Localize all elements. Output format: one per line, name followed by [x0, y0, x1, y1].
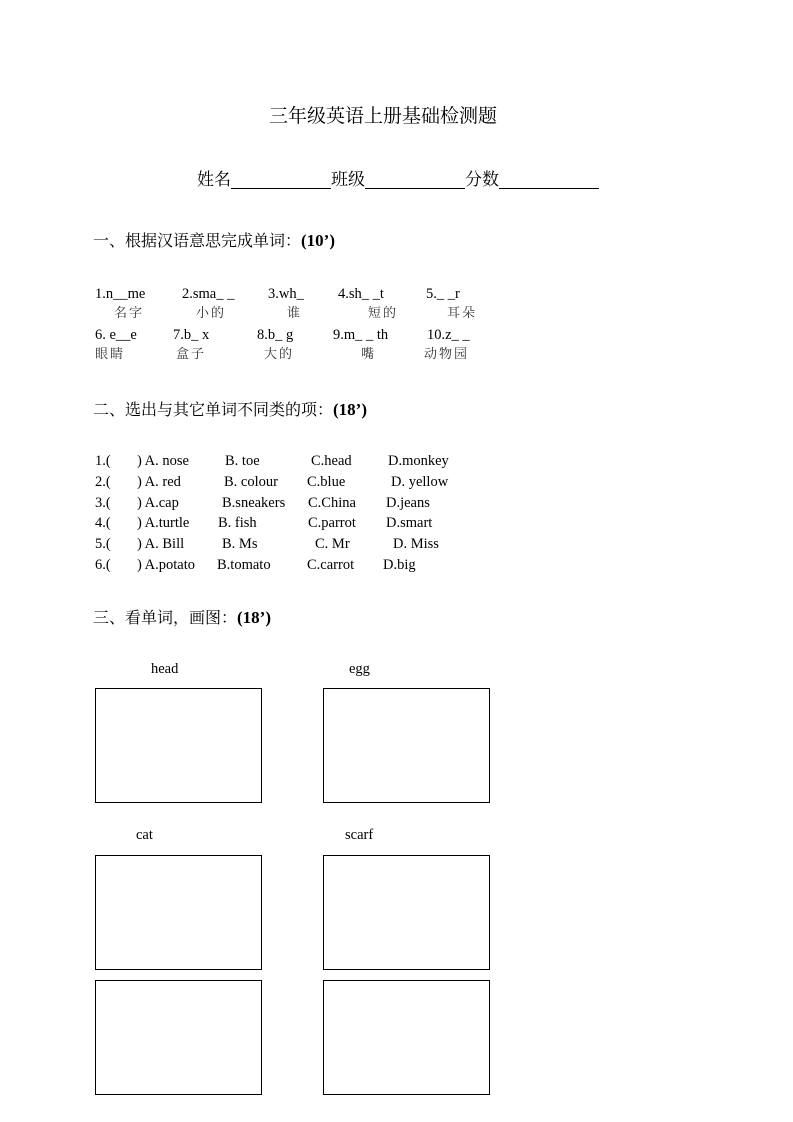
question-number[interactable]: 5.( — [95, 536, 111, 553]
section-1-points: (10’) — [301, 231, 335, 250]
option-a: ) A.turtle — [137, 515, 190, 532]
word-item: 5._ _r — [426, 286, 460, 302]
draw-word-label: head — [151, 661, 179, 677]
drawing-box[interactable] — [95, 980, 262, 1095]
word-hint: 耳朵 — [447, 306, 478, 321]
question-number[interactable]: 2.( — [95, 473, 111, 490]
question-number[interactable]: 6.( — [95, 557, 111, 573]
word-item: 9.m_ _ th — [333, 327, 389, 343]
option-c: C. Mr — [315, 536, 350, 553]
drawing-box[interactable] — [323, 855, 490, 970]
option-c: C.China — [308, 494, 356, 511]
question-number[interactable]: 1.( — [95, 453, 111, 469]
word-hint: 短的 — [368, 306, 399, 321]
name-blank[interactable] — [231, 170, 331, 189]
option-c: C.parrot — [308, 515, 356, 532]
option-d: D.monkey — [388, 453, 449, 469]
draw-word-label: cat — [136, 827, 153, 843]
option-a: ) A. nose — [137, 453, 189, 469]
option-d: D.big — [383, 557, 416, 573]
question-number[interactable]: 4.( — [95, 515, 111, 532]
word-item: 3.wh_ — [268, 286, 304, 302]
section-2-title: 二、选出与其它单词不同类的项： — [93, 400, 334, 419]
option-c: C.carrot — [307, 557, 355, 573]
option-a: ) A. Bill — [137, 536, 185, 553]
drawing-box[interactable] — [323, 688, 490, 803]
section-3-points: (18’) — [237, 608, 271, 627]
word-hint: 动物园 — [424, 347, 470, 362]
drawing-box[interactable] — [95, 688, 262, 803]
section-3-title: 三、看单词，画图： — [93, 608, 238, 627]
score-blank[interactable] — [499, 170, 599, 189]
drawing-box[interactable] — [323, 980, 490, 1095]
option-b: B. colour — [224, 473, 278, 490]
draw-word-label: scarf — [345, 827, 374, 843]
option-c: C.head — [311, 453, 352, 469]
word-hint: 名字 — [114, 306, 145, 321]
word-item: 6. e__e — [95, 327, 137, 343]
option-b: B.sneakers — [222, 494, 286, 511]
section-3-heading — [93, 609, 271, 626]
word-item: 2.sma_ _ — [182, 286, 235, 302]
option-b: B.tomato — [217, 557, 271, 573]
option-b: B. Ms — [222, 536, 258, 553]
word-item: 10.z_ _ — [427, 327, 470, 343]
word-hint: 大的 — [264, 347, 295, 362]
option-d: D.jeans — [386, 494, 430, 511]
drawing-box[interactable] — [95, 855, 262, 970]
option-c: C.blue — [307, 473, 346, 490]
option-a: ) A. red — [137, 473, 181, 490]
student-info-line — [197, 170, 599, 189]
option-b: B. toe — [225, 453, 260, 469]
option-d: D.smart — [386, 515, 433, 532]
word-hint: 小的 — [196, 306, 227, 321]
option-d: D. yellow — [391, 473, 449, 490]
question-number[interactable]: 3.( — [95, 494, 111, 511]
score-label: 分数 — [465, 170, 499, 190]
section-2-points: (18’) — [333, 400, 367, 419]
word-item: 8.b_ g — [257, 327, 294, 343]
word-hint: 嘴 — [361, 347, 377, 362]
word-hint: 谁 — [287, 306, 303, 321]
class-blank[interactable] — [365, 170, 465, 189]
section-2-heading — [93, 401, 367, 418]
section-1-title: 一、根据汉语意思完成单词： — [93, 231, 302, 250]
section-1-heading — [93, 232, 335, 249]
option-a: ) A.potato — [137, 557, 195, 573]
option-a: ) A.cap — [137, 494, 179, 511]
class-label: 班级 — [331, 170, 365, 190]
name-label: 姓名 — [197, 170, 231, 190]
option-b: B. fish — [218, 515, 257, 532]
word-item: 4.sh_ _t — [338, 286, 384, 302]
word-item: 7.b_ x — [173, 327, 210, 343]
word-hint: 眼睛 — [95, 347, 126, 362]
page-title: 三年级英语上册基础检测题 — [268, 105, 497, 127]
option-d: D. Miss — [393, 536, 439, 553]
word-hint: 盒子 — [176, 347, 207, 362]
draw-word-label: egg — [349, 661, 370, 677]
word-item: 1.n__me — [95, 286, 146, 302]
